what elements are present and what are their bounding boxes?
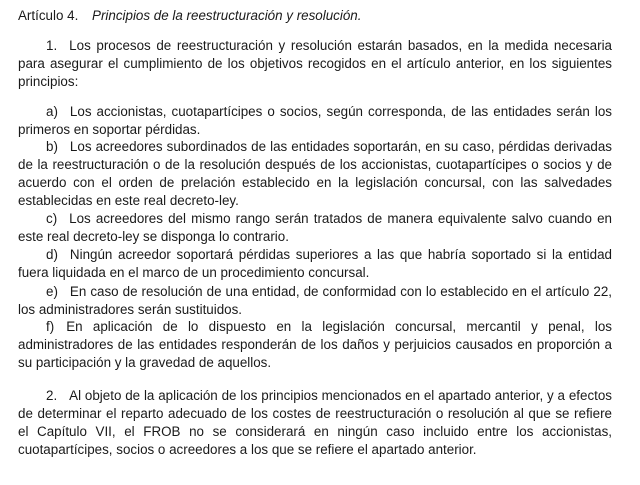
list-item-text: Los acreedores subordinados de las entidades soportarán, en su caso, pérdidas derivadas de la reestructuración o de la resolución después de los accionistas, cuotapartícipes o socios y de acuerdo con el orden de prelación establecido en la legislación concursal, con las salvedades establecidas en este real decreto-ley. — [18, 139, 612, 208]
paragraph-2-text: Al objeto de la aplicación de los principios mencionados en el apartado anterior, y a efectos de determinar el reparto adecuado de los costes de reestructuración o resolución al que se refiere el Capítulo VII, el FROB no se considerará en ningún caso incluido entre los accionistas, cuotapartícipes, socios o acreedores a los que se refiere el apartado anterior. — [18, 388, 612, 457]
list-item-f — [18, 318, 612, 372]
list-item-text: Ningún acreedor soportará pérdidas superiores a las que habría soportado si la entidad fuera liquidada en el marco de un procedimiento concursal. — [18, 247, 612, 280]
article-number: Artículo 4. — [18, 8, 79, 23]
list-item-c — [18, 210, 612, 246]
paragraph-1 — [18, 37, 612, 91]
list-item-label: b) — [46, 139, 58, 154]
paragraph-2-number: 2. — [46, 388, 58, 403]
paragraph-2 — [18, 387, 612, 459]
paragraph-1-number: 1. — [46, 38, 58, 53]
article-title: Principios de la reestructuración y resolución. — [92, 8, 362, 23]
list-item-text: En caso de resolución de una entidad, de conformidad con lo establecido en el artículo 22, los administradores serán sustituidos. — [18, 284, 612, 317]
list-item-a — [18, 103, 612, 139]
paragraph-1-text: Los procesos de reestructuración y resolución estarán basados, en la medida necesaria para asegurar el cumplimiento de los objetivos recogidos en el artículo anterior, en los siguientes principios: — [18, 38, 612, 89]
list-item-label: a) — [46, 104, 58, 119]
list-item-e — [18, 283, 612, 319]
list-item-text: Los acreedores del mismo rango serán tratados de manera equivalente salvo cuando en este real decreto-ley se disponga lo contrario. — [18, 211, 612, 244]
list-item-text: Los accionistas, cuotapartícipes o socios, según corresponda, de las entidades serán los primeros en soportar pérdidas. — [18, 104, 612, 137]
list-item-b — [18, 138, 612, 210]
list-item-label: f) — [46, 319, 55, 334]
article-heading — [18, 7, 361, 24]
list-item-text: En aplicación de lo dispuesto en la legislación concursal, mercantil y penal, los administradores de las entidades responderán de los daños y perjuicios causados en proporción a su participación y la gravedad de aquellos. — [18, 319, 612, 370]
list-item-label: d) — [46, 247, 58, 262]
list-item-d — [18, 246, 612, 282]
list-item-label: c) — [46, 211, 58, 226]
list-item-label: e) — [46, 284, 58, 299]
